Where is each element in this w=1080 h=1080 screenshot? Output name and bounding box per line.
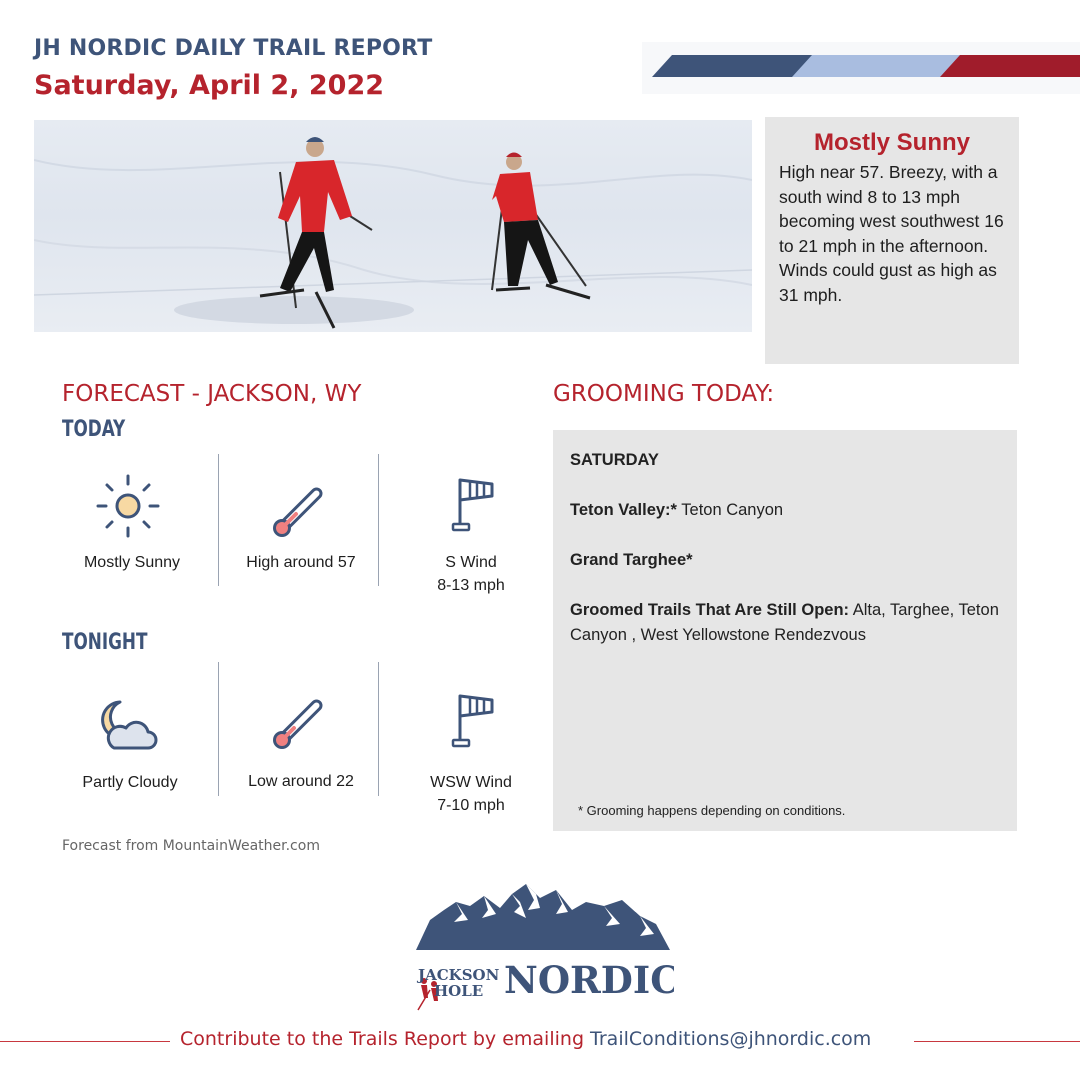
logo-line2: HOLE [434,982,484,1000]
weather-summary-text: High near 57. Breezy, with a south wind 8 to 13 mph becoming west southwest 16 to 21 mph in the afternoon. Winds could gust as high as 31 mph. [779,162,1004,305]
today-heading: TODAY [62,417,126,442]
footer [0,1028,1080,1054]
windsock-icon [444,474,500,539]
footer-prompt: Contribute to the Trails Report by emailing [180,1028,591,1050]
grooming-open-trails: Groomed Trails That Are Still Open: Alta, Targhee, Teton Canyon , West Yellowstone Rendezvous [570,601,999,644]
grooming-panel [553,430,1017,831]
logo-wordmark: NORDIC [504,958,674,1002]
weather-summary [765,117,1019,364]
tonight-sky-label: Partly Cloudy [82,774,178,791]
thermometer-icon [268,686,334,757]
skiers-photo [34,120,752,332]
footer-email-link[interactable]: TrailConditions@jhnordic.com [590,1028,872,1050]
tonight-temp-label: Low around 22 [248,773,354,790]
sun-icon [92,472,164,545]
weather-summary-title: Mostly Sunny [813,129,970,156]
today-wind-label: S Wind [445,554,497,571]
thermometer-icon [268,474,334,545]
tonight-wind-label: WSW Wind [430,774,512,791]
footer-rule-right [914,1041,1080,1042]
forecast-heading: FORECAST - JACKSON, WY [62,381,362,407]
tonight-wind-speed: 7-10 mph [437,797,505,814]
column-divider [218,454,219,586]
today-wind-speed: 8-13 mph [437,577,505,594]
jackson-hole-nordic-logo [408,880,674,1015]
today-sky-label: Mostly Sunny [83,554,181,571]
forecast-source: Forecast from MountainWeather.com [62,838,320,854]
tonight-heading: TONIGHT [62,630,148,655]
column-divider [378,662,379,796]
grooming-day: SATURDAY [570,451,659,469]
today-temp-label: High around 57 [246,554,356,571]
grooming-grand-targhee: Grand Targhee* [570,551,693,569]
grooming-heading: GROOMING TODAY: [553,381,775,407]
column-divider [218,662,219,796]
logo-line1: JACKSON [418,966,500,984]
decorative-stripes [642,42,1080,94]
grooming-teton-valley: Teton Valley:* Teton Canyon [570,501,784,519]
windsock-icon [444,690,500,755]
grooming-note: * Grooming happens depending on conditions. [578,803,846,818]
report-date: Saturday, April 2, 2022 [34,70,385,101]
footer-rule-left [0,1041,170,1042]
footer-text [180,1028,871,1050]
column-divider [378,454,379,586]
moon-cloud-icon [94,696,162,761]
report-title: JH NORDIC DAILY TRAIL REPORT [34,36,433,61]
